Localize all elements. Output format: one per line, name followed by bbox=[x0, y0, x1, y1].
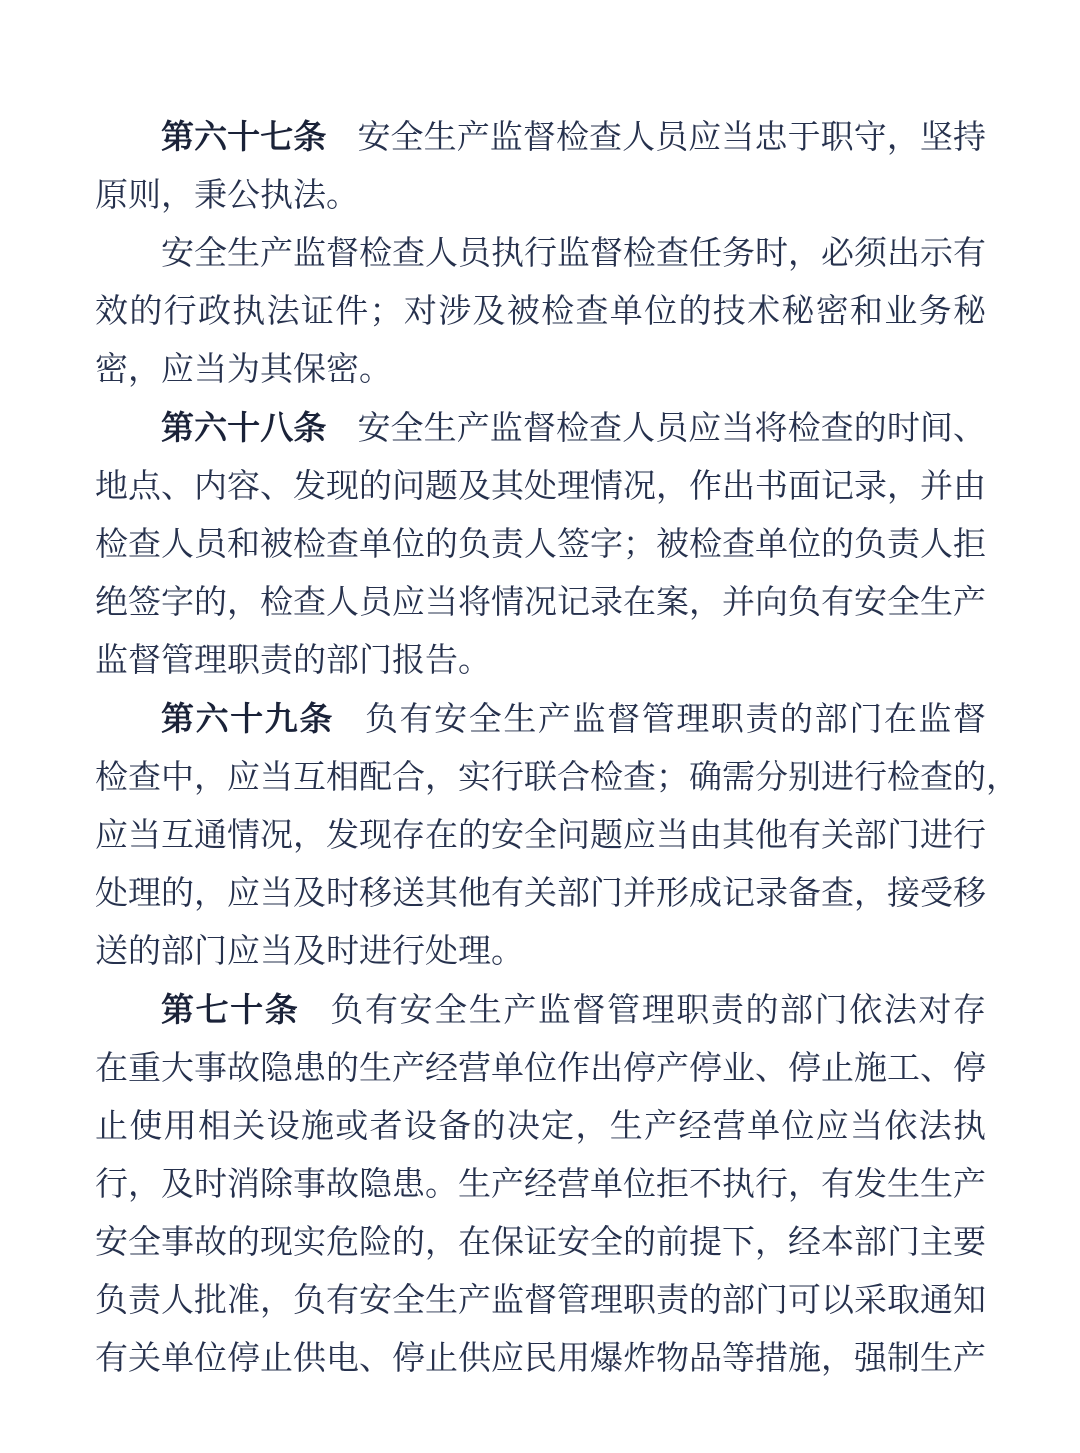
text-line: 送的部门应当及时进行处理。 bbox=[95, 934, 524, 970]
line-text: 负有安全生产监督管理职责的部门依法对存 bbox=[330, 993, 987, 1029]
line-text: 负有安全生产监督管理职责的部门在监督 bbox=[364, 702, 987, 738]
text-line: 密，应当为其保密。 bbox=[95, 352, 392, 388]
text-line: 在重大事故隐患的生产经营单位作出停产停业、停止施工、停 bbox=[95, 1051, 986, 1087]
text-line: 检查中，应当互相配合，实行联合检查；确需分别进行检查的， bbox=[95, 760, 1019, 796]
paragraph-第六十七条 bbox=[95, 108, 986, 225]
document-body bbox=[95, 108, 1019, 1388]
text-line: 绝签字的，检查人员应当将情况记录在案，并向负有安全生产 bbox=[95, 585, 986, 621]
text-line: 行，及时消除事故隐患。生产经营单位拒不执行，有发生生产 bbox=[95, 1167, 986, 1203]
paragraph-第六十八条 bbox=[95, 399, 986, 690]
text-line bbox=[95, 399, 986, 458]
article-number: 第六十八条 bbox=[161, 409, 327, 446]
text-line: 地点、内容、发现的问题及其处理情况，作出书面记录，并由 bbox=[95, 469, 986, 505]
text-line bbox=[95, 981, 986, 1040]
text-line: 监督管理职责的部门报告。 bbox=[95, 643, 491, 679]
text-line: 有关单位停止供电、停止供应民用爆炸物品等措施，强制生产 bbox=[95, 1341, 986, 1377]
article-number: 第六十七条 bbox=[161, 118, 327, 155]
article-number: 第七十条 bbox=[161, 991, 300, 1028]
paragraph-第七十条 bbox=[95, 981, 986, 1388]
text-line: 止使用相关设施或者设备的决定，生产经营单位应当依法执 bbox=[95, 1109, 986, 1145]
text-line: 安全事故的现实危险的，在保证安全的前提下，经本部门主要 bbox=[95, 1225, 986, 1261]
text-line bbox=[95, 690, 986, 749]
text-line: 效的行政执法证件；对涉及被检查单位的技术秘密和业务秘 bbox=[95, 294, 986, 330]
text-line: 负责人批准，负有安全生产监督管理职责的部门可以采取通知 bbox=[95, 1283, 986, 1319]
paragraph bbox=[95, 225, 986, 399]
line-text: 安全生产监督检查人员应当忠于职守，坚持 bbox=[357, 120, 987, 156]
text-line: 检查人员和被检查单位的负责人签字；被检查单位的负责人拒 bbox=[95, 527, 986, 563]
text-line bbox=[95, 108, 986, 167]
text-line: 安全生产监督检查人员执行监督检查任务时，必须出示有 bbox=[161, 236, 986, 272]
text-line: 应当互通情况，发现存在的安全问题应当由其他有关部门进行 bbox=[95, 818, 986, 854]
article-number: 第六十九条 bbox=[161, 700, 334, 737]
paragraph-第六十九条 bbox=[95, 690, 1019, 981]
text-line: 处理的，应当及时移送其他有关部门并形成记录备查，接受移 bbox=[95, 876, 986, 912]
text-line: 原则，秉公执法。 bbox=[95, 178, 359, 214]
line-text: 安全生产监督检查人员应当将检查的时间、 bbox=[357, 411, 987, 447]
